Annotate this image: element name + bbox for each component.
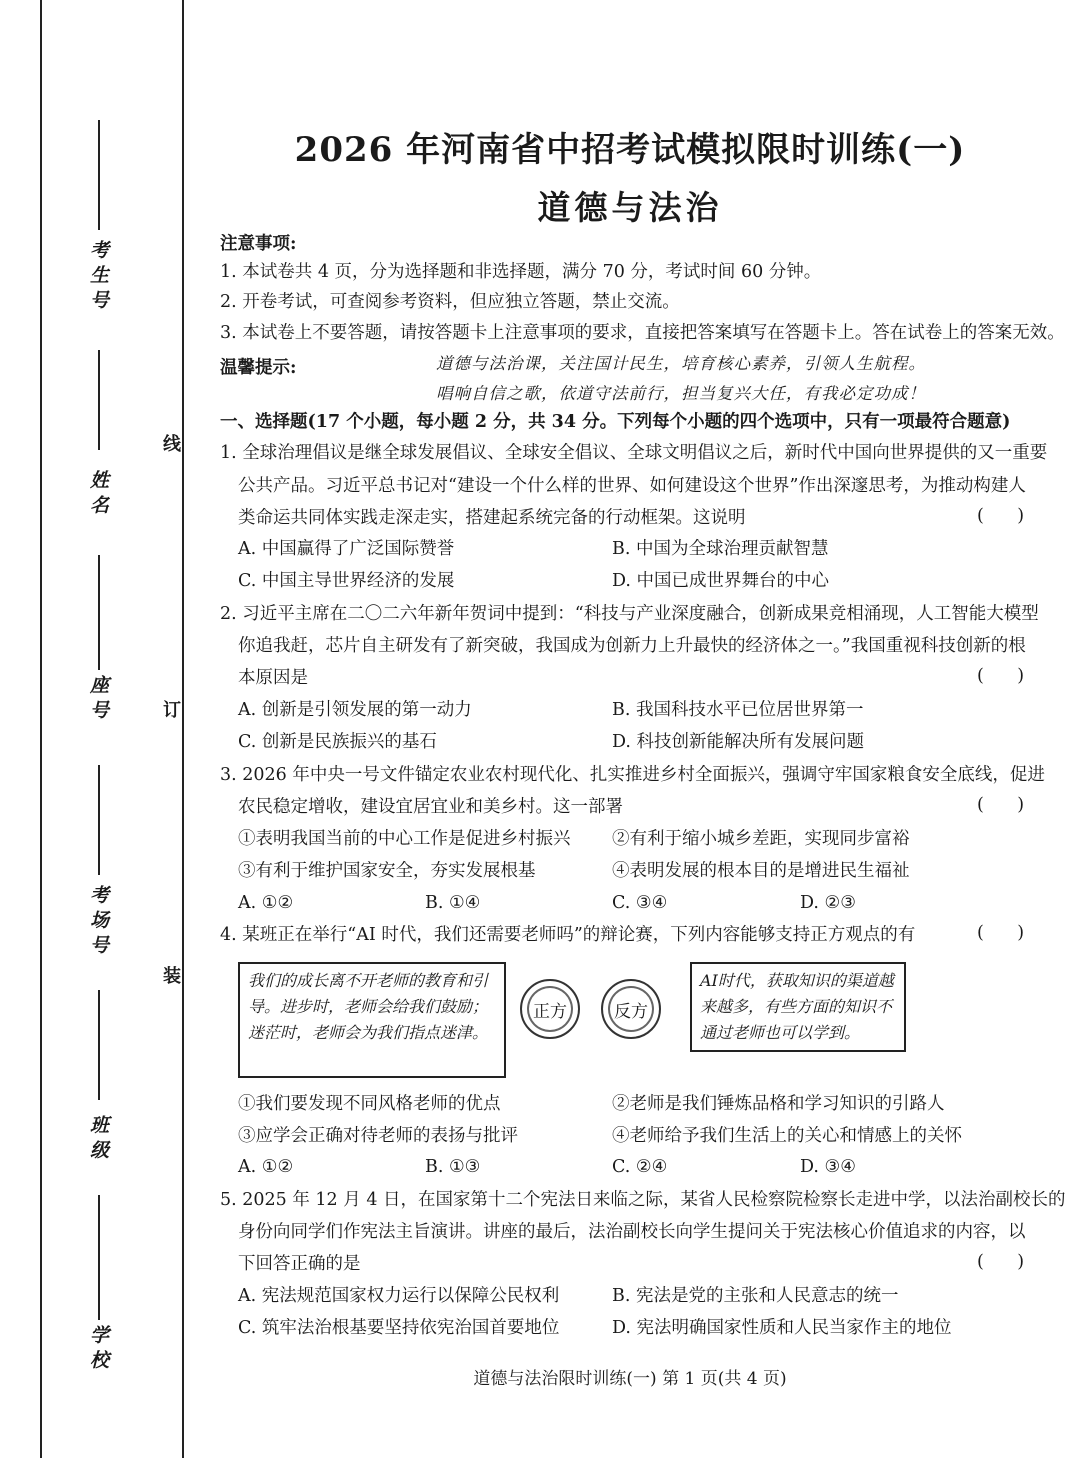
school-label: 学校 — [87, 1325, 109, 1375]
option-a: A. ①② — [238, 893, 294, 913]
question-2-line: 2. 习近平主席在二〇二六年新年贺词中提到：“科技与产业深度融合，创新成果竞相涌现，人工智能大模型 — [220, 604, 1039, 624]
answer-paren: ( ) — [977, 666, 1025, 686]
seat-number-label: 座号 — [87, 675, 109, 725]
statement-1: ①表明我国当前的中心工作是促进乡村振兴 — [238, 829, 571, 849]
exam-room-label: 考场号 — [87, 885, 109, 960]
option-a: A. 创新是引领发展的第一动力 — [238, 700, 472, 720]
option-d: D. 中国已成世界舞台的中心 — [612, 571, 830, 591]
exam-room-underline — [98, 765, 100, 875]
statement-3: ③有利于维护国家安全，夯实发展根基 — [238, 861, 536, 881]
option-b: B. 我国科技水平已位居世界第一 — [612, 700, 864, 720]
answer-paren: ( ) — [977, 506, 1025, 526]
question-4-line: 4. 某班正在举行“AI 时代，我们还需要老师吗”的辩论赛，下列内容能够支持正方观点的有 — [220, 925, 916, 945]
exam-title: 2026 年河南省中招考试模拟限时训练(一) — [294, 130, 966, 170]
option-a: A. ①② — [238, 1157, 294, 1177]
section-heading: 一、选择题(17 个小题，每小题 2 分，共 34 分。下列每个小题的四个选项中，只有一项最符合题意) — [220, 412, 1011, 432]
tip-line: 唱响自信之歌，依道守法前行，担当复兴大任，有我必定功成！ — [436, 384, 926, 403]
answer-paren: ( ) — [977, 795, 1025, 815]
notes-heading: 注意事项: — [220, 234, 297, 254]
statement-2: ②老师是我们锤炼品格和学习知识的引路人 — [612, 1094, 945, 1114]
school-underline — [98, 1195, 100, 1320]
option-c: C. ③④ — [612, 893, 668, 913]
cut-mark-pack: 装 — [163, 966, 181, 987]
option-d: D. 科技创新能解决所有发展问题 — [612, 732, 865, 752]
option-b: B. 宪法是党的主张和人民意志的统一 — [612, 1286, 899, 1306]
option-d: D. ③④ — [800, 1157, 856, 1177]
option-b: B. 中国为全球治理贡献智慧 — [612, 539, 829, 559]
question-5-line: 身份向同学们作宪法主旨演讲。讲座的最后，法治副校长向学生提问关于宪法核心价值追求的内容，以 — [238, 1222, 1026, 1242]
option-a: A. 宪法规范国家权力运行以保障公民权利 — [238, 1286, 560, 1306]
question-1-line: 1. 全球治理倡议是继全球发展倡议、全球安全倡议、全球文明倡议之后，新时代中国向世界提供的又一重要 — [220, 443, 1048, 463]
examinee-number-label: 考生号 — [87, 240, 109, 315]
question-1-line: 类命运共同体实践走深走实，搭建起系统完备的行动框架。这说明 — [238, 508, 746, 528]
question-2-line: 你追我赶，芯片自主研发有了新突破，我国成为创新力上升最快的经济体之一。”我国重视科技创新的根 — [238, 636, 1026, 656]
statement-3: ③应学会正确对待老师的表扬与批评 — [238, 1126, 518, 1146]
con-side-speech-bubble: AI时代，获取知识的渠道越来越多，有些方面的知识不通过老师也可以学到。 — [690, 962, 906, 1052]
statement-2: ②有利于缩小城乡差距，实现同步富裕 — [612, 829, 910, 849]
tips-label: 温馨提示: — [220, 358, 297, 378]
class-label: 班级 — [87, 1115, 109, 1165]
question-3-line: 农民稳定增收，建设宜居宜业和美乡村。这一部署 — [238, 797, 623, 817]
name-label: 姓名 — [87, 470, 109, 520]
option-c: C. 创新是民族振兴的基石 — [238, 732, 437, 752]
con-side-badge: 反方 — [601, 979, 661, 1039]
option-c: C. 中国主导世界经济的发展 — [238, 571, 455, 591]
binding-margin-inner-line — [182, 0, 184, 1458]
question-2-line: 本原因是 — [238, 668, 308, 688]
option-d: D. ②③ — [800, 893, 856, 913]
examinee-number-underline — [98, 120, 100, 230]
answer-paren: ( ) — [977, 1252, 1025, 1272]
question-3-line: 3. 2026 年中央一号文件锚定农业农村现代化、扎实推进乡村全面振兴，强调守牢国家粮食安全底线，促进 — [220, 765, 1045, 785]
notes-item: 2. 开卷考试，可查阅参考资料，但应独立答题，禁止交流。 — [220, 292, 680, 312]
question-5-line: 下回答正确的是 — [238, 1254, 361, 1274]
question-1-line: 公共产品。习近平总书记对“建设一个什么样的世界、如何建设这个世界”作出深邃思考，为推动构建人 — [238, 476, 1026, 496]
option-b: B. ①④ — [425, 893, 481, 913]
answer-paren: ( ) — [977, 923, 1025, 943]
option-a: A. 中国赢得了广泛国际赞誉 — [238, 539, 455, 559]
name-underline — [98, 350, 100, 450]
binding-margin-outer-line — [40, 0, 42, 1458]
option-d: D. 宪法明确国家性质和人民当家作主的地位 — [612, 1318, 952, 1338]
tip-line: 道德与法治课，关注国计民生，培育核心素养，引领人生航程。 — [436, 354, 926, 373]
statement-4: ④表明发展的根本目的是增进民生福祉 — [612, 861, 910, 881]
question-5-line: 5. 2025 年 12 月 4 日，在国家第十二个宪法日来临之际，某省人民检察院检察长走进中学，以法治副校长的 — [220, 1190, 1066, 1210]
cut-mark-line: 线 — [163, 434, 181, 455]
class-underline — [98, 990, 100, 1100]
option-b: B. ①③ — [425, 1157, 481, 1177]
cut-mark-bind: 订 — [163, 700, 181, 721]
exam-subject: 道德与法治 — [537, 188, 723, 227]
option-c: C. 筑牢法治根基要坚持依宪治国首要地位 — [238, 1318, 560, 1338]
statement-1: ①我们要发现不同风格老师的优点 — [238, 1094, 501, 1114]
notes-item: 1. 本试卷共 4 页，分为选择题和非选择题，满分 70 分，考试时间 60 分钟。 — [220, 262, 822, 282]
statement-4: ④老师给予我们生活上的关心和情感上的关怀 — [612, 1126, 962, 1146]
pro-side-speech-bubble: 我们的成长离不开老师的教育和引导。进步时，老师会给我们鼓励；迷茫时，老师会为我们指点迷津。 — [238, 962, 506, 1078]
seat-number-underline — [98, 555, 100, 670]
page-footer: 道德与法治限时训练(一) 第 1 页(共 4 页) — [473, 1369, 787, 1389]
option-c: C. ②④ — [612, 1157, 668, 1177]
pro-side-badge: 正方 — [520, 979, 580, 1039]
notes-item: 3. 本试卷上不要答题，请按答题卡上注意事项的要求，直接把答案填写在答题卡上。答在试卷上的答案无效。 — [220, 323, 1065, 343]
